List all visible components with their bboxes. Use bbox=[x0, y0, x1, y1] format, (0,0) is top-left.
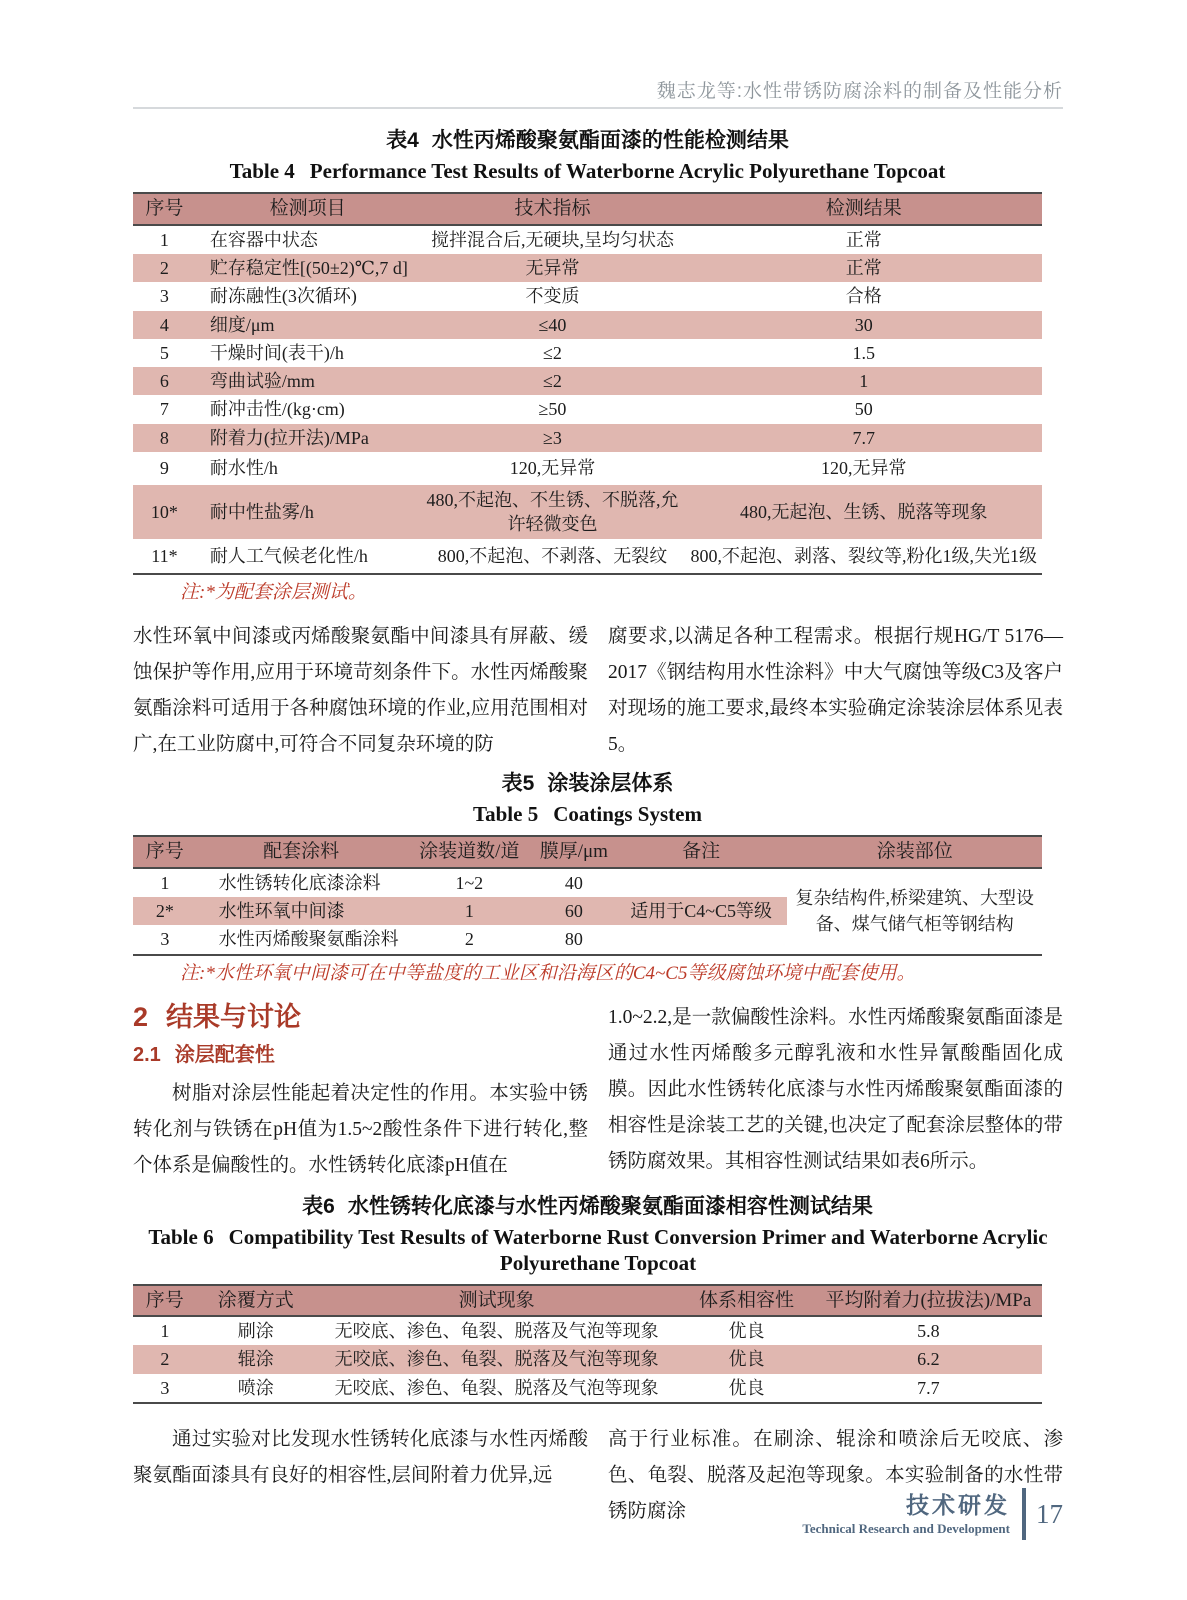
table-cell: 3 bbox=[160, 929, 170, 950]
table-row bbox=[133, 282, 1042, 310]
table6-label-en: Table 6 bbox=[148, 1224, 214, 1249]
paragraph-1-right: 腐要求,以满足各种工程需求。根据行规HG/T 5176—2017《钢结构用水性涂料》中大气腐蚀等级C3及客户对现场的施工要求,最终本实验确定涂装涂层体系见表5。 bbox=[608, 626, 1063, 756]
table-row bbox=[133, 1374, 1042, 1403]
column-header: 序号 bbox=[145, 1289, 184, 1311]
footer-section-en: Technical Research and Development bbox=[802, 1520, 1010, 1536]
table-cell: 120,无异常 bbox=[509, 458, 596, 479]
table-cell: 4 bbox=[159, 314, 169, 335]
column-header: 测试现象 bbox=[458, 1289, 535, 1311]
table-cell: 9 bbox=[159, 458, 169, 479]
table-cell: ≤2 bbox=[543, 342, 562, 363]
column-header: 平均附着力(拉拔法)/MPa bbox=[825, 1289, 1032, 1311]
section-2-left-column bbox=[133, 1000, 588, 1184]
table4-title-en bbox=[133, 158, 1042, 184]
table-row bbox=[133, 395, 1042, 423]
table-cell: 10* bbox=[150, 501, 178, 522]
table-cell: 2 bbox=[159, 257, 169, 278]
header-row bbox=[133, 193, 1042, 225]
table-cell: 优良 bbox=[728, 1377, 765, 1398]
table-cell: 1~2 bbox=[455, 872, 484, 893]
table-cell: 6 bbox=[159, 371, 169, 392]
table-cell: 3 bbox=[159, 286, 169, 307]
table-cell: 1 bbox=[859, 371, 869, 392]
section-number: 2 bbox=[133, 1001, 149, 1032]
header-row bbox=[133, 1285, 1042, 1317]
table-cell: 480,无起泡、生锈、脱落等现象 bbox=[739, 501, 988, 522]
paragraph-row-1 bbox=[133, 619, 1063, 763]
table-cell: 80 bbox=[564, 929, 583, 950]
subsection-heading bbox=[133, 1042, 588, 1068]
table-cell: 30 bbox=[854, 314, 873, 335]
table-cell: 复杂结构件,桥梁建筑、大型设备、煤气储气柜等钢结构 bbox=[787, 868, 1042, 955]
column-header: 涂装道数/道 bbox=[419, 841, 520, 863]
column-header: 膜厚/μm bbox=[539, 841, 608, 863]
table-row bbox=[133, 868, 1042, 897]
table-cell: 5 bbox=[159, 342, 169, 363]
table-cell: 2* bbox=[155, 900, 174, 921]
table-cell: 60 bbox=[564, 900, 583, 921]
table6-label-cn: 表6 bbox=[302, 1194, 335, 1218]
table4-performance-results bbox=[133, 192, 1042, 575]
table6-title-en bbox=[133, 1224, 1063, 1276]
table-cell: 无异常 bbox=[525, 257, 580, 278]
table-cell: 水性环氧中间漆 bbox=[218, 900, 345, 921]
table-cell: 1.5 bbox=[852, 342, 875, 363]
table-cell: 1 bbox=[159, 229, 169, 250]
table-row bbox=[133, 311, 1042, 339]
table4-title-en-text: Performance Test Results of Waterborne Acrylic Polyurethane Topcoat bbox=[309, 159, 946, 183]
table5-title-en-text: Coatings System bbox=[553, 802, 702, 827]
table-cell: 在容器中状态 bbox=[209, 229, 318, 250]
table-cell: ≤2 bbox=[543, 371, 562, 392]
column-header: 涂装部位 bbox=[876, 841, 953, 863]
table5-label-en: Table 5 bbox=[473, 802, 539, 827]
column-header: 配套涂料 bbox=[263, 841, 340, 863]
running-head: 魏志龙等:水性带锈防腐涂料的制备及性能分析 bbox=[656, 81, 1063, 102]
closing-paragraph-right: 高于行业标准。在刷涂、辊涂和喷涂后无咬底、渗色、龟裂、脱落及起泡等现象。本实验制备的水性带锈防腐涂 bbox=[608, 1429, 1063, 1523]
table-cell: 喷涂 bbox=[237, 1377, 274, 1398]
table-row bbox=[133, 225, 1042, 254]
table-cell: ≥3 bbox=[543, 427, 562, 448]
page-content bbox=[133, 128, 1063, 1530]
table-cell: ≥50 bbox=[538, 399, 567, 420]
table-cell: 细度/μm bbox=[209, 314, 275, 335]
paragraph-1-left: 水性环氧中间漆或丙烯酸聚氨酯中间漆具有屏蔽、缓蚀保护等作用,应用于环境苛刻条件下。水性丙烯酸聚氨酯涂料可适用于各种腐蚀环境的作业,应用范围相对广,在工业防腐中,可符合不同复杂环境的防 bbox=[133, 626, 588, 756]
table-cell: 1 bbox=[160, 1321, 170, 1342]
subsection-title: 涂层配套性 bbox=[174, 1043, 275, 1066]
table-cell: 贮存稳定性[(50±2)℃,7 d] bbox=[209, 257, 408, 278]
section-heading bbox=[133, 1000, 588, 1034]
table5-label-cn: 表5 bbox=[501, 772, 535, 796]
column-header: 涂覆方式 bbox=[217, 1289, 294, 1311]
table-cell: 水性锈转化底漆涂料 bbox=[218, 872, 381, 893]
table-cell: 正常 bbox=[845, 257, 882, 278]
table-cell: 合格 bbox=[845, 286, 882, 307]
table-cell: 8 bbox=[159, 427, 169, 448]
closing-paragraph-left: 通过实验对比发现水性锈转化底漆与水性丙烯酸聚氨酯面漆具有良好的相容性,层间附着力优异,远 bbox=[133, 1429, 588, 1487]
table-cell: 耐人工气候老化性/h bbox=[209, 545, 368, 566]
table-cell: 480,不起泡、不生锈、不脱落,允许轻微变色 bbox=[426, 489, 679, 535]
table-cell: 5.8 bbox=[917, 1321, 940, 1342]
table-cell: 7.7 bbox=[917, 1377, 940, 1398]
table-cell: 无咬底、渗色、龟裂、脱落及气泡等现象 bbox=[334, 1349, 659, 1370]
table-row bbox=[133, 452, 1042, 485]
section-2-paragraph-right: 1.0~2.2,是一款偏酸性涂料。水性丙烯酸聚氨酯面漆是通过水性丙烯酸多元醇乳液和水性异氰酸酯固化成膜。因此水性锈转化底漆与水性丙烯酸聚氨酯面漆的相容性是涂装工艺的关键,也决定了配套涂层整体的带锈防腐效果。其相容性测试结果如表6所示。 bbox=[608, 1006, 1063, 1172]
column-header: 备注 bbox=[682, 841, 721, 863]
table4-title-cn-text: 水性丙烯酸聚氨酯面漆的性能检测结果 bbox=[431, 129, 789, 152]
table5-coatings-system bbox=[133, 835, 1042, 956]
table-cell bbox=[615, 925, 788, 954]
table-cell: 2 bbox=[464, 929, 474, 950]
table-cell: 水性丙烯酸聚氨酯涂料 bbox=[218, 929, 399, 950]
table-cell: 耐水性/h bbox=[209, 458, 278, 479]
table4-label-en: Table 4 bbox=[229, 159, 295, 183]
table5-title-cn-text: 涂装涂层体系 bbox=[547, 772, 674, 796]
table-cell: 120,无异常 bbox=[820, 458, 907, 479]
table-cell: 刷涂 bbox=[237, 1321, 274, 1342]
header-rule bbox=[133, 107, 1063, 109]
table4-note: 注:*为配套涂层测试。 bbox=[180, 582, 367, 604]
table5-title-cn bbox=[133, 771, 1042, 797]
table-cell: 正常 bbox=[845, 229, 882, 250]
table-row bbox=[133, 254, 1042, 282]
page-number: 17 bbox=[1036, 1498, 1063, 1529]
section-2-block bbox=[133, 1000, 1063, 1184]
table-cell: 耐冲击性/(kg·cm) bbox=[209, 399, 345, 420]
column-header: 体系相容性 bbox=[699, 1289, 795, 1311]
column-header: 技术指标 bbox=[514, 198, 591, 219]
column-header: 序号 bbox=[145, 198, 184, 219]
table-cell: 干燥时间(表干)/h bbox=[209, 342, 344, 363]
table-row bbox=[133, 539, 1042, 574]
table-cell: 2 bbox=[160, 1349, 170, 1370]
table5-note: 注:*水性环氧中间漆可在中等盐度的工业区和沿海区的C4~C5等级腐蚀环境中配套使用。 bbox=[180, 962, 916, 984]
table-cell: 7.7 bbox=[852, 427, 875, 448]
table-cell: 无咬底、渗色、龟裂、脱落及气泡等现象 bbox=[334, 1321, 659, 1342]
table-cell: ≤40 bbox=[538, 314, 567, 335]
table-cell: 无咬底、渗色、龟裂、脱落及气泡等现象 bbox=[334, 1377, 659, 1398]
table-cell: 辊涂 bbox=[237, 1349, 274, 1370]
table-row bbox=[133, 485, 1042, 539]
table-cell: 1 bbox=[160, 872, 170, 893]
table6-title-en-text: Compatibility Test Results of Waterborne Rust Conversion Primer and Waterborne Acrylic Polyurethane Topcoat bbox=[228, 1224, 1048, 1275]
table-row bbox=[133, 424, 1042, 452]
table-cell: 不变质 bbox=[525, 286, 580, 307]
footer-section-name bbox=[802, 1492, 1010, 1537]
table6-title-cn bbox=[133, 1194, 1042, 1220]
table-cell: 优良 bbox=[728, 1321, 765, 1342]
table-cell: 适用于C4~C5等级 bbox=[630, 900, 772, 921]
table-cell: 11* bbox=[151, 545, 178, 566]
section-title: 结果与讨论 bbox=[166, 1001, 302, 1032]
table-cell: 优良 bbox=[728, 1349, 765, 1370]
table-cell: 6.2 bbox=[917, 1349, 940, 1370]
table-row bbox=[133, 339, 1042, 367]
page-footer bbox=[802, 1488, 1063, 1540]
header-row bbox=[133, 836, 1042, 868]
table-cell: 800,不起泡、不剥落、无裂纹 bbox=[437, 545, 668, 566]
table-cell: 耐冻融性(3次循环) bbox=[209, 286, 357, 307]
table-cell: 附着力(拉开法)/MPa bbox=[209, 427, 369, 448]
subsection-number: 2.1 bbox=[133, 1043, 161, 1066]
table-cell: 50 bbox=[854, 399, 873, 420]
table-row bbox=[133, 367, 1042, 395]
table-cell: 搅拌混合后,无硬块,呈均匀状态 bbox=[430, 229, 674, 250]
table4-label-cn: 表4 bbox=[386, 129, 419, 152]
section-2-paragraph-left: 树脂对涂层性能起着决定性的作用。本实验中锈转化剂与铁锈在pH值为1.5~2酸性条件下进行转化,整个体系是偏酸性的。水性锈转化底漆pH值在 bbox=[133, 1082, 588, 1176]
table-cell: 800,不起泡、剥落、裂纹等,粉化1级,失光1级 bbox=[690, 545, 1037, 566]
table5-title-en bbox=[133, 801, 1042, 827]
table-cell: 耐中性盐雾/h bbox=[209, 501, 314, 522]
footer-section-cn: 技术研发 bbox=[906, 1491, 1010, 1518]
column-header: 检测结果 bbox=[825, 198, 902, 219]
table-cell: 40 bbox=[564, 872, 583, 893]
footer-divider-bar bbox=[1022, 1488, 1026, 1540]
table-cell: 3 bbox=[160, 1377, 170, 1398]
table-cell: 弯曲试验/mm bbox=[209, 371, 315, 392]
column-header: 序号 bbox=[145, 841, 184, 863]
table-cell: 7 bbox=[159, 399, 169, 420]
table-cell bbox=[615, 868, 788, 897]
table6-title-cn-text: 水性锈转化底漆与水性丙烯酸聚氨酯面漆相容性测试结果 bbox=[347, 1194, 873, 1218]
column-header: 检测项目 bbox=[269, 198, 346, 219]
table-cell: 1 bbox=[464, 900, 474, 921]
table6-compatibility-results bbox=[133, 1284, 1042, 1405]
table4-title-cn bbox=[133, 128, 1042, 154]
table-row bbox=[133, 1316, 1042, 1345]
table-row bbox=[133, 1345, 1042, 1373]
